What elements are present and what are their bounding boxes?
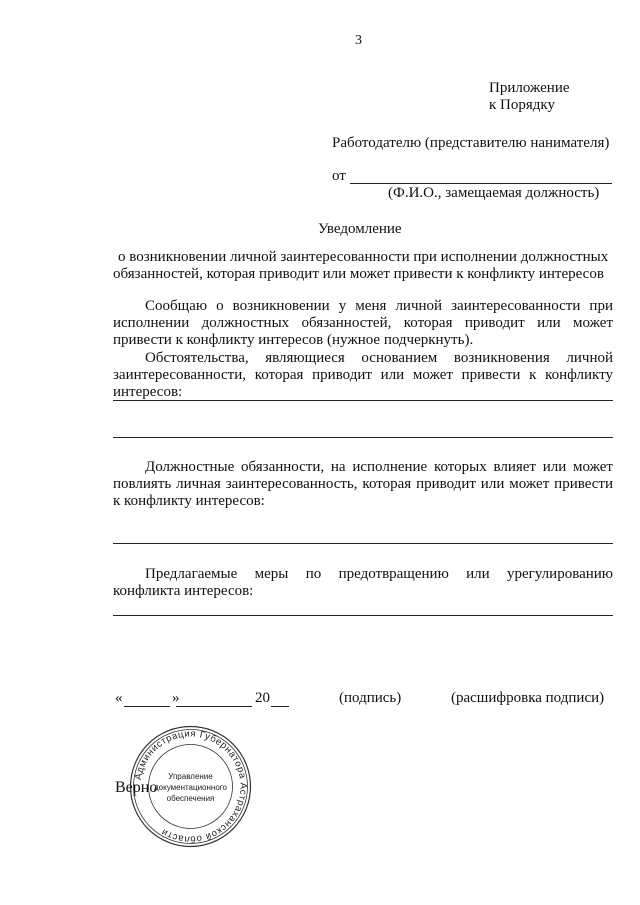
official-stamp — [128, 724, 253, 849]
verno-label: Верно — [115, 779, 158, 796]
signature-decode-label: (расшифровка подписи) — [451, 690, 605, 706]
date-day-blank — [124, 706, 170, 707]
stamp-ring-text: Администрация Губернатора Астраханской области — [132, 728, 249, 845]
page-number: 3 — [355, 33, 362, 48]
paragraph-measures: Предлагаемые меры по предотвращению или урегулированию конфликта интересов: — [113, 566, 613, 599]
circumstances-line-2 — [113, 437, 613, 438]
from-caption: (Ф.И.О., замещаемая должность) — [388, 185, 600, 201]
stamp-line2: документационного — [154, 783, 227, 792]
date-year: 20 — [255, 690, 270, 706]
appendix-line1: Приложение — [489, 80, 570, 96]
appendix-line2: к Порядку — [489, 97, 555, 113]
stamp-line1: Управление — [168, 772, 213, 781]
date-year-blank — [271, 706, 289, 707]
circumstances-line-1 — [113, 400, 613, 401]
addressee: Работодателю (представителю нанимателя) — [332, 135, 610, 151]
paragraph-circumstances: Обстоятельства, являющиеся основанием возникновения личной заинтересованности, которая приводит или может привести к конфликту интересов: — [113, 350, 613, 400]
date-month-blank — [176, 706, 252, 707]
paragraph-report: Сообщаю о возникновении у меня личной заинтересованности при исполнении должностных обязанностей, которая приводит или может привести к конфликту интересов (нужное подчеркнуть). — [113, 298, 613, 348]
subtitle-line1: о возникновении личной заинтересованности при исполнении должностных — [118, 249, 609, 265]
document-title: Уведомление — [318, 221, 402, 237]
stamp-line3: обеспечения — [166, 794, 215, 803]
from-label: от — [332, 168, 346, 184]
from-underline — [350, 183, 612, 184]
measures-line — [113, 615, 613, 616]
date-close-quote: » — [172, 690, 180, 706]
paragraph-duties: Должностные обязанности, на исполнение которых влияет или может повлиять личная заинтересованность, которая приводит или может привести к конфликту интересов: — [113, 459, 613, 509]
signature-label: (подпись) — [339, 690, 402, 706]
date-open-quote: « — [115, 690, 123, 706]
subtitle-line2: обязанностей, которая приводит или может привести к конфликту интересов — [113, 266, 604, 282]
duties-line — [113, 543, 613, 544]
